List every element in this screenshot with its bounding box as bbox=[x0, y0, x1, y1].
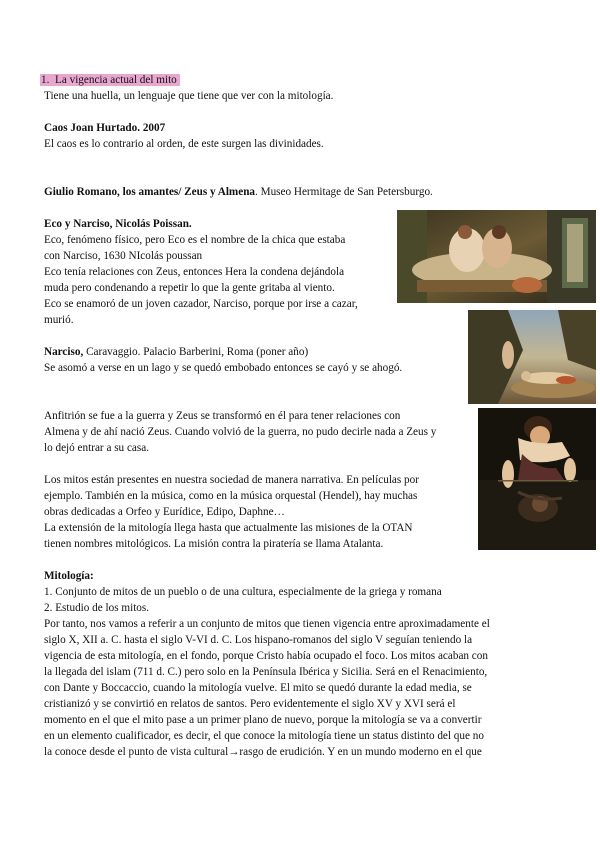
section-heading bbox=[40, 72, 180, 88]
mitos-line: La extensión de la mitología llega hasta que actualmente las misiones de la OTAN bbox=[44, 522, 413, 534]
mitologia-paragraph-line: la llegada del islam (711 d. C.) pero solo en la Península Ibérica y Sicilia. Será en el Renacimiento, bbox=[44, 666, 488, 678]
eco-line: Eco, fenómeno físico, pero Eco es el nombre de la chica que estaba bbox=[44, 234, 346, 246]
anfitrion-line: Anfitrión se fue a la guerra y Zeus se transformó en él para tener relaciones con bbox=[44, 410, 401, 422]
mitologia-item: 2. Estudio de los mitos. bbox=[44, 602, 150, 614]
mitologia-item: 1. Conjunto de mitos de un pueblo o de una cultura, especialmente de la griega y romana bbox=[44, 586, 442, 598]
narciso-title: Narciso, bbox=[44, 346, 84, 358]
narciso-line bbox=[44, 344, 308, 360]
mitologia-paragraph-line: siglo X, XII a. C. hasta el siglo V-VI d. C. Los hispano-romanos del siglo V seguían teniendo la bbox=[44, 634, 473, 646]
mitos-line: Los mitos están presentes en nuestra sociedad de manera narrativa. En películas por bbox=[44, 474, 419, 486]
eco-line: muda pero condenando a repetir lo que la gente gritaba al viento. bbox=[44, 282, 335, 294]
narciso-caravaggio-painting-image bbox=[478, 408, 596, 550]
eco-narciso-painting-image bbox=[468, 310, 596, 404]
giulio-title: Giulio Romano, los amantes/ Zeus y Almena bbox=[44, 186, 256, 198]
mitos-line: obras dedicadas a Orfeo y Eurídice, Edipo, Daphne… bbox=[44, 506, 285, 518]
giulio-romano-painting-image bbox=[397, 210, 596, 303]
mitos-line: tienen nombres mitológicos. La misión contra la piratería se llama Atalanta. bbox=[44, 538, 384, 550]
mitologia-paragraph-line: cristianizó y se convirtió en relatos de santos. Pero evidentemente el siglo XV y XVI será el bbox=[44, 698, 456, 710]
narciso-text: Se asomó a verse en un lago y se quedó embobado entonces se cayó y se ahogó. bbox=[44, 362, 403, 374]
mitologia-title: Mitología: bbox=[44, 570, 94, 582]
giulio-rest: . Museo Hermitage de San Petersburgo. bbox=[255, 186, 433, 198]
eco-line: murió. bbox=[44, 314, 74, 326]
eco-line: Eco tenía relaciones con Zeus, entonces Hera la condena dejándola bbox=[44, 266, 345, 278]
eco-line: Eco se enamoró de un joven cazador, Narciso, porque por irse a cazar, bbox=[44, 298, 358, 310]
narciso-rest: Caravaggio. Palacio Barberini, Roma (poner año) bbox=[83, 346, 309, 358]
mitologia-paragraph-line: Por tanto, nos vamos a referir a un conjunto de mitos que tienen vigencia entre aproximadamente el bbox=[44, 618, 490, 630]
giulio-line bbox=[44, 184, 433, 200]
anfitrion-line: lo dejó entrar a su casa. bbox=[44, 442, 149, 454]
mitologia-paragraph-line: vigencia de esta mitología, en el fondo, porque Cristo había ocupado el foco. Los mitos acaban con bbox=[44, 650, 488, 662]
anfitrion-line: Almena y de ahí nació Zeus. Cuando volvió de la guerra, no pudo decirle nada a Zeus y bbox=[44, 426, 437, 438]
heading-title: La vigencia actual del mito bbox=[55, 74, 177, 86]
caos-text: El caos es lo contrario al orden, de este surgen las divinidades. bbox=[44, 138, 324, 150]
mitologia-paragraph-line: en un elemento cualificador, es decir, el que conoce la mitología tiene un status distinto del que no bbox=[44, 730, 484, 742]
eco-line: con Narciso, 1630 NIcolás poussan bbox=[44, 250, 203, 262]
intro-text: Tiene una huella, un lenguaje que tiene que ver con la mitología. bbox=[44, 90, 334, 102]
caos-title: Caos Joan Hurtado. 2007 bbox=[44, 122, 166, 134]
mitos-line: ejemplo. También en la música, como en la música orquestal (Hendel), hay muchas bbox=[44, 490, 418, 502]
mitologia-paragraph-line: momento en el que el mito pase a un primer plano de nuevo, porque la mitología se va a convertir bbox=[44, 714, 482, 726]
mitologia-paragraph-line: la conoce desde el punto de vista cultural→rasgo de erudición. Y en un mundo moderno en el que bbox=[44, 746, 482, 758]
eco-title: Eco y Narciso, Nicolás Poissan. bbox=[44, 218, 192, 230]
mitologia-paragraph-line: con Dante y Boccaccio, cuando la mitología vuelve. El mito se quedó durante la edad media, se bbox=[44, 682, 472, 694]
heading-number: 1. bbox=[41, 74, 50, 86]
